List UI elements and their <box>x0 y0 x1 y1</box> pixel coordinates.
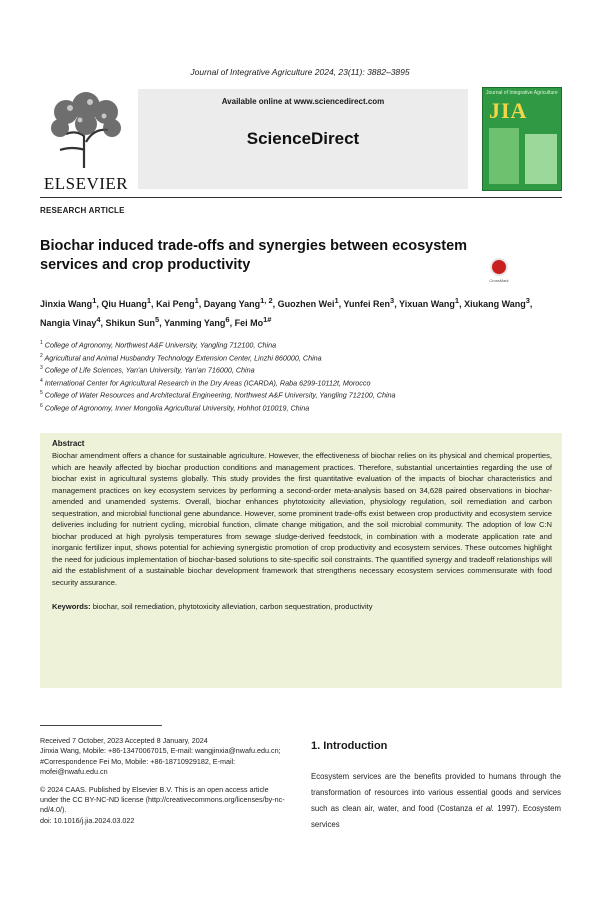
author: Xiukang Wang <box>464 299 526 309</box>
author: Fei Mo <box>234 318 264 328</box>
author-sup: 1 <box>334 296 339 305</box>
keywords-label: Keywords: <box>52 601 91 611</box>
author: Guozhen Wei <box>277 299 335 309</box>
author-sup: 3 <box>390 296 395 305</box>
header-divider <box>40 197 562 198</box>
journal-cover-title: JIA <box>489 98 528 123</box>
affiliation-item: $^4$ International Center for Agricultural Research in the Dry Areas (ICARDA), Raba 6299-10112t, Morocco <box>40 377 371 388</box>
author-sup: 1 <box>146 296 152 305</box>
cover-decoration <box>525 134 557 184</box>
introduction-text: Ecosystem services are the benefits provided to humans through the transformation of resources into various essential goods and services such as clean air, water, and food (Costanza et al. 1997). Ecosystem services <box>311 772 561 829</box>
crossmark-badge[interactable] <box>487 258 511 288</box>
sciencedirect-banner <box>138 89 468 189</box>
author-list: Jinxia Wang$^1$, Qiu Huang$^1$, Kai Peng$^1$, Dayang Yang$^{1, 2}$, Guozhen Wei$^1$, Yunfei Ren$^3$, Yixuan Wang$^1$, Xiukang Wang$^3$, Nangia Vinay$^4$, Shikun Sun$^5$, Yanming Yang$^6$, Fei $Mo^{1\#}$ <box>40 296 533 328</box>
elsevier-wordmark: ELSEVIER <box>43 174 129 193</box>
abstract-heading: Abstract <box>52 439 85 448</box>
author-sup: 6 <box>225 315 230 324</box>
affiliation-item: $^2$ Agricultural and Animal Husbandry Technology Extension Center, Linzhi 860000, China <box>40 352 322 362</box>
cover-decoration <box>489 128 519 184</box>
abstract-text: Biochar amendment offers a chance for sustainable agriculture. However, the effectiveness of biochar relies on its physical and chemical properties, which are heavily affected by biochar production conditions and management practices. Therefore, substantial uncertainties regarding the use of biochar exist in agricultural systems globally. This study provides the first quantitative evaluation of the impacts of biochar characteristics and management practices on key ecosystem services by performing a second-order meta-analysis based on 34,628 paired observations in biochar-amended and unamended systems. Overall, biochar enhances phytotoxicity alleviation, physiology regulation, soil remediation and carbon sequestration, and microbial functional gene abundance. However, some prominent trade-offs exist between crop productivity and ecosystem service deliveries including for nutrient cycling, microbial function, climate change mitigation, and the soil microbial community. The adoption of low C:N biochar produced at high pyrolysis temperatures from sewage sludge-derived feedstock, in combination with a moderate application rate and inorganic fertilizer input, shows potential for achieving synergistic promotion of crop productivity and ecosystem services. These outcomes highlight the need for judicious implementation of biochar-based solutions to site-specific soil constraints. The quantified synergy and tradeoff relationships will aid the establishment of a sustainable biochar development framework that strengthens necessary ecosystem services commensurate with food security assurance. <box>52 451 552 588</box>
crossmark-icon <box>490 258 508 276</box>
received-dates: Received 7 October, 2023 Accepted 8 January, 2024 <box>40 736 208 745</box>
abstract-box <box>40 433 562 688</box>
footnotes <box>40 736 288 826</box>
author: Yunfei Ren <box>343 299 391 309</box>
author-sup: 1 <box>194 296 199 305</box>
footnote-divider <box>40 725 162 726</box>
keywords <box>52 601 552 612</box>
journal-cover-small-text: Journal of Integrative Agriculture <box>486 90 558 96</box>
article-title: Biochar induced trade-offs and synergies between ecosystem services and crop productivity <box>40 238 468 273</box>
author-sup: 1, 2 <box>260 296 273 305</box>
affiliation-item: $^6$ College of Agronomy, Inner Mongolia Agricultural University, Hohhot 010019, China <box>40 402 310 413</box>
contact-info: Jinxia Wang, Mobile: +86-13470067015, E-mail: wangjinxia@nwafu.edu.cn; #Correspondence Fei Mo, Mobile: +86-18710929182, E-mail: mofei@nwafu.edu.cn <box>40 746 281 777</box>
journal-citation: Journal of Integrative Agriculture 2024, 23(11): 3882–3895 <box>190 67 410 77</box>
author-sup: 5 <box>155 315 160 324</box>
author-sup: 3 <box>525 296 530 305</box>
journal-header <box>40 85 562 195</box>
author-sup: 1 <box>92 296 97 305</box>
author: Shikun Sun <box>105 318 156 328</box>
affiliation-list <box>40 338 562 414</box>
author: Nangia Vinay <box>40 318 97 328</box>
affiliation-item: $^1$ College of Agronomy, Northwest A&F University, Yangling 712100, China <box>40 340 277 350</box>
copyright-notice: © 2024 CAAS. Published by Elsevier B.V. This is an open access article under the CC BY-NC-ND license (http://creativecommons.org/licenses/by-nc-nd/4.0/). <box>40 784 285 815</box>
author: Yixuan Wang <box>399 299 455 309</box>
author: Yanming Yang <box>164 318 226 328</box>
section-heading-introduction: 1. Introduction <box>311 740 388 752</box>
author: Dayang Yang <box>203 299 261 309</box>
author: Kai Peng <box>156 299 195 309</box>
article-type: RESEARCH ARTICLE <box>40 206 125 215</box>
author-sup: 1# <box>263 315 272 324</box>
doi[interactable]: doi: 10.1016/j.jia.2024.03.022 <box>40 815 135 825</box>
author-sup: 4 <box>96 315 101 324</box>
sciencedirect-title: ScienceDirect <box>246 129 360 148</box>
crossmark-label: CrossMark <box>489 278 509 283</box>
affiliation-item: $^5$ College of Water Resources and Architectural Engineering, Northwest A&F University, Yangling 712100, China <box>40 390 396 400</box>
author: Jinxia Wang <box>40 299 93 309</box>
affiliation-item: $^3$ College of Life Sciences, Yan'an University, Yan'an 716000, China <box>40 365 255 375</box>
elsevier-tree-icon <box>46 90 126 168</box>
author-sup: 1 <box>454 296 460 305</box>
journal-cover-image <box>482 87 562 191</box>
elsevier-logo <box>40 90 132 193</box>
author: Qiu Huang <box>101 299 147 309</box>
available-online-text: Available online at www.sciencedirect.com <box>221 97 385 106</box>
keywords-list: biochar, soil remediation, phytotoxicity alleviation, carbon sequestration, productivity <box>92 601 373 611</box>
